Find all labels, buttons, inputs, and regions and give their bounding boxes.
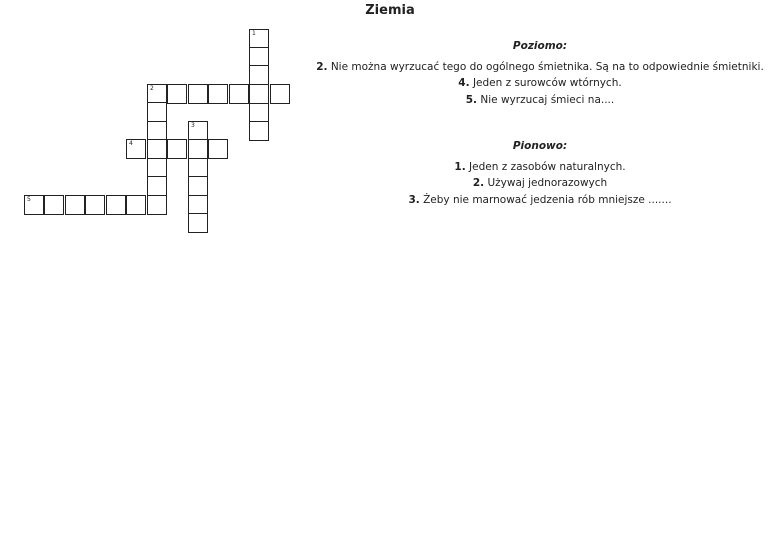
crossword-cell[interactable]: [147, 158, 167, 178]
crossword-cell[interactable]: [270, 84, 290, 104]
clue-text: Nie wyrzucaj śmieci na....: [480, 93, 615, 106]
clue-down-2: [312, 175, 768, 192]
clue-text: Nie można wyrzucać tego do ogólnego śmietnika. Są na to odpowiednie śmietniki.: [330, 60, 764, 73]
crossword-cell[interactable]: [188, 195, 208, 215]
clue-number: 4.: [458, 77, 470, 89]
page-title: Ziemia: [365, 3, 415, 18]
clue-number: 4: [129, 140, 133, 147]
crossword-cell[interactable]: [147, 176, 167, 196]
crossword-cell[interactable]: [229, 84, 249, 104]
crossword-cell[interactable]: [188, 213, 208, 233]
crossword-cell[interactable]: [188, 84, 208, 104]
clue-number: 5.: [465, 93, 478, 106]
crossword-cell[interactable]: [208, 84, 228, 104]
down-heading: Pionowo:: [512, 140, 568, 152]
crossword-cell[interactable]: [249, 29, 269, 49]
clue-across-4: [312, 75, 768, 92]
clue-text: Jeden z zasobów naturalnych.: [469, 160, 626, 173]
crossword-cell[interactable]: [249, 47, 269, 67]
crossword-cell[interactable]: [147, 102, 167, 122]
crossword-cell[interactable]: [126, 139, 146, 159]
crossword-cell[interactable]: [249, 65, 269, 85]
clue-number: 2: [150, 85, 154, 92]
clue-number: 2.: [316, 60, 328, 73]
crossword-cell[interactable]: [24, 195, 44, 215]
clue-number: 1: [252, 30, 256, 37]
crossword-cell[interactable]: [106, 195, 126, 215]
crossword-cell[interactable]: [147, 121, 167, 141]
down-clues: [312, 138, 768, 208]
crossword-cell[interactable]: [188, 158, 208, 178]
clue-number: 3: [191, 122, 195, 129]
crossword-cell[interactable]: [249, 84, 269, 104]
clue-down-1: [312, 159, 768, 176]
across-heading: Poziomo:: [512, 40, 568, 52]
clue-text: Używaj jednorazowych: [487, 177, 608, 189]
clue-across-2: [312, 59, 768, 76]
clue-number: 2.: [472, 177, 485, 189]
crossword-cell[interactable]: [167, 84, 187, 104]
crossword-grid: [0, 0, 310, 240]
crossword-cell[interactable]: [44, 195, 64, 215]
clue-across-5: [312, 92, 768, 109]
crossword-cell[interactable]: [249, 102, 269, 122]
clue-text: Jeden z surowców wtórnych.: [472, 77, 622, 89]
clue-down-3: [312, 192, 768, 209]
crossword-cell[interactable]: [188, 121, 208, 141]
crossword-cell[interactable]: [126, 195, 146, 215]
crossword-cell[interactable]: [65, 195, 85, 215]
crossword-cell[interactable]: [147, 195, 167, 215]
crossword-cell[interactable]: [85, 195, 105, 215]
crossword-cell[interactable]: [147, 139, 167, 159]
crossword-cell[interactable]: [147, 84, 167, 104]
crossword-cell[interactable]: [167, 139, 187, 159]
clue-number: 3.: [408, 193, 420, 206]
crossword-cell[interactable]: [188, 176, 208, 196]
clue-text: Żeby nie marnować jedzenia rób mniejsze .......: [423, 193, 672, 206]
crossword-cell[interactable]: [208, 139, 228, 159]
crossword-cell[interactable]: [249, 121, 269, 141]
across-clues: [312, 38, 768, 108]
clue-number: 5: [27, 196, 31, 203]
clue-number: 1.: [454, 160, 466, 173]
crossword-cell[interactable]: [188, 139, 208, 159]
